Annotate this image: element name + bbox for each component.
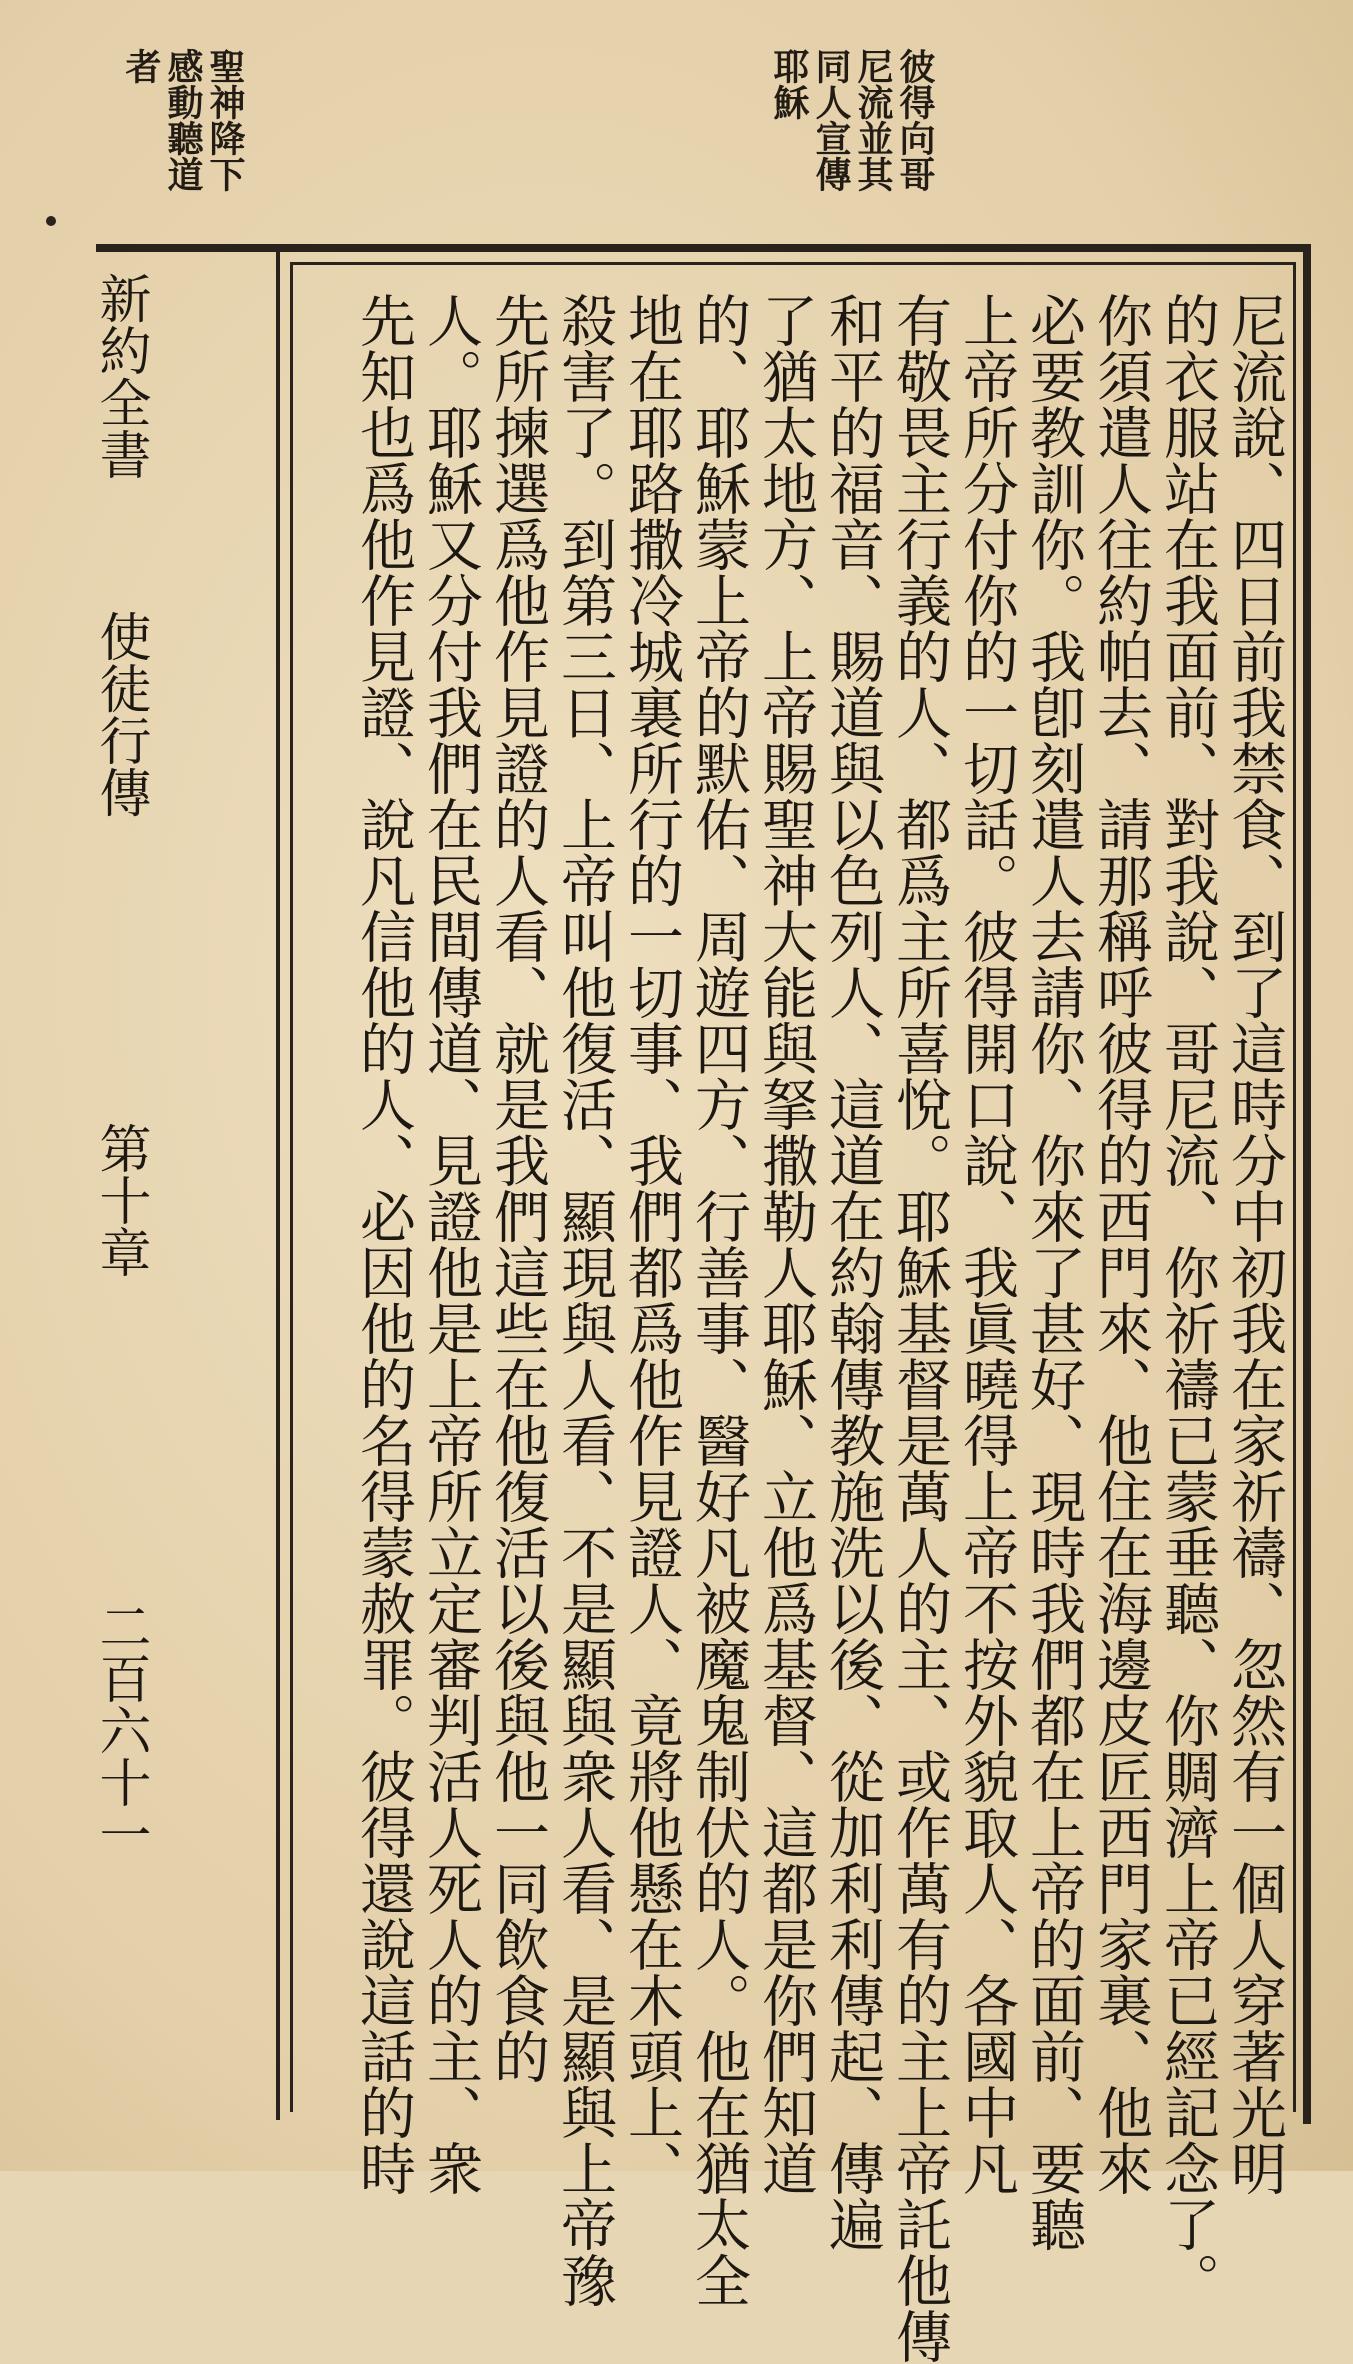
head-note-2: 尼流並其 (852, 48, 894, 192)
text-column: 先知也爲他作見證、說凡信他的人、必因他的名得蒙赦罪。彼得還說這話的時 (351, 292, 416, 2196)
head-note-7: 者 (120, 48, 162, 84)
text-column: 殺害了。到第三日、上帝叫他復活、顯現與人看、不是顯與衆人看、是顯與上帝豫 (552, 292, 617, 2308)
text-column: 地在耶路撒冷城裏所行的一切事、我們都爲他作見證人、竟將他懸在木頭上、 (619, 292, 684, 2196)
header-divider-rule (276, 250, 280, 2120)
text-column: 尼流說、四日前我禁食、到了這時分中初我在家祈禱、忽然有一個人穿著光明 (1222, 292, 1287, 2196)
text-column: 先所揀選爲他作見證的人看、就是我們這些在他復活以後與他一同飲食的 (485, 292, 550, 2084)
ink-dot (46, 216, 56, 226)
head-note-4: 耶穌 (768, 48, 810, 120)
head-note-1: 彼得向哥 (894, 48, 936, 192)
head-note-3: 同人宣傳 (810, 48, 852, 192)
page-number: 二百六十一 (90, 1600, 150, 1860)
text-column: 和平的福音、賜道與以色列人、這道在約翰傳教施洗以後、從加利利傳起、傳遍 (820, 292, 885, 2252)
text-column: 上帝所分付你的一切話。彼得開口說、我眞曉得上帝不按外貌取人、各國中凡 (954, 292, 1019, 2196)
text-column: 的衣服站在我面前、對我說、哥尼流、你祈禱已蒙垂聽、你賙濟上帝已經記念了。 (1155, 292, 1220, 2308)
text-column: 人。耶穌又分付我們在民間傳道、見證他是上帝所立定審判活人死人的主、衆 (418, 292, 483, 2196)
book-title: 新約全書 (90, 272, 150, 480)
head-note-5: 聖神降下 (204, 48, 246, 192)
text-column: 你須遣人往約帕去、請那稱呼彼得的西門來、他住在海邊皮匠西門家裏、他來 (1088, 292, 1153, 2196)
book-name: 使徒行傳 (90, 610, 150, 818)
head-note-6: 感動聽道 (162, 48, 204, 192)
text-column: 有敬畏主行義的人、都爲主所喜悅。耶穌基督是萬人的主、或作萬有的主上帝託他傳 (887, 292, 952, 2364)
chapter-label: 第十章 (90, 1122, 150, 1278)
text-column: 了猶太地方、上帝賜聖神大能與拏撒勒人耶穌、立他爲基督、這都是你們知道 (753, 292, 818, 2196)
text-column: 的、耶穌蒙上帝的默佑、周遊四方、行善事、醫好凡被魔鬼制伏的人。他在猶太全 (686, 292, 751, 2308)
text-column: 必要教訓你。我卽刻遣人去請你、你來了甚好、現時我們都在上帝的面前、要聽 (1021, 292, 1086, 2252)
